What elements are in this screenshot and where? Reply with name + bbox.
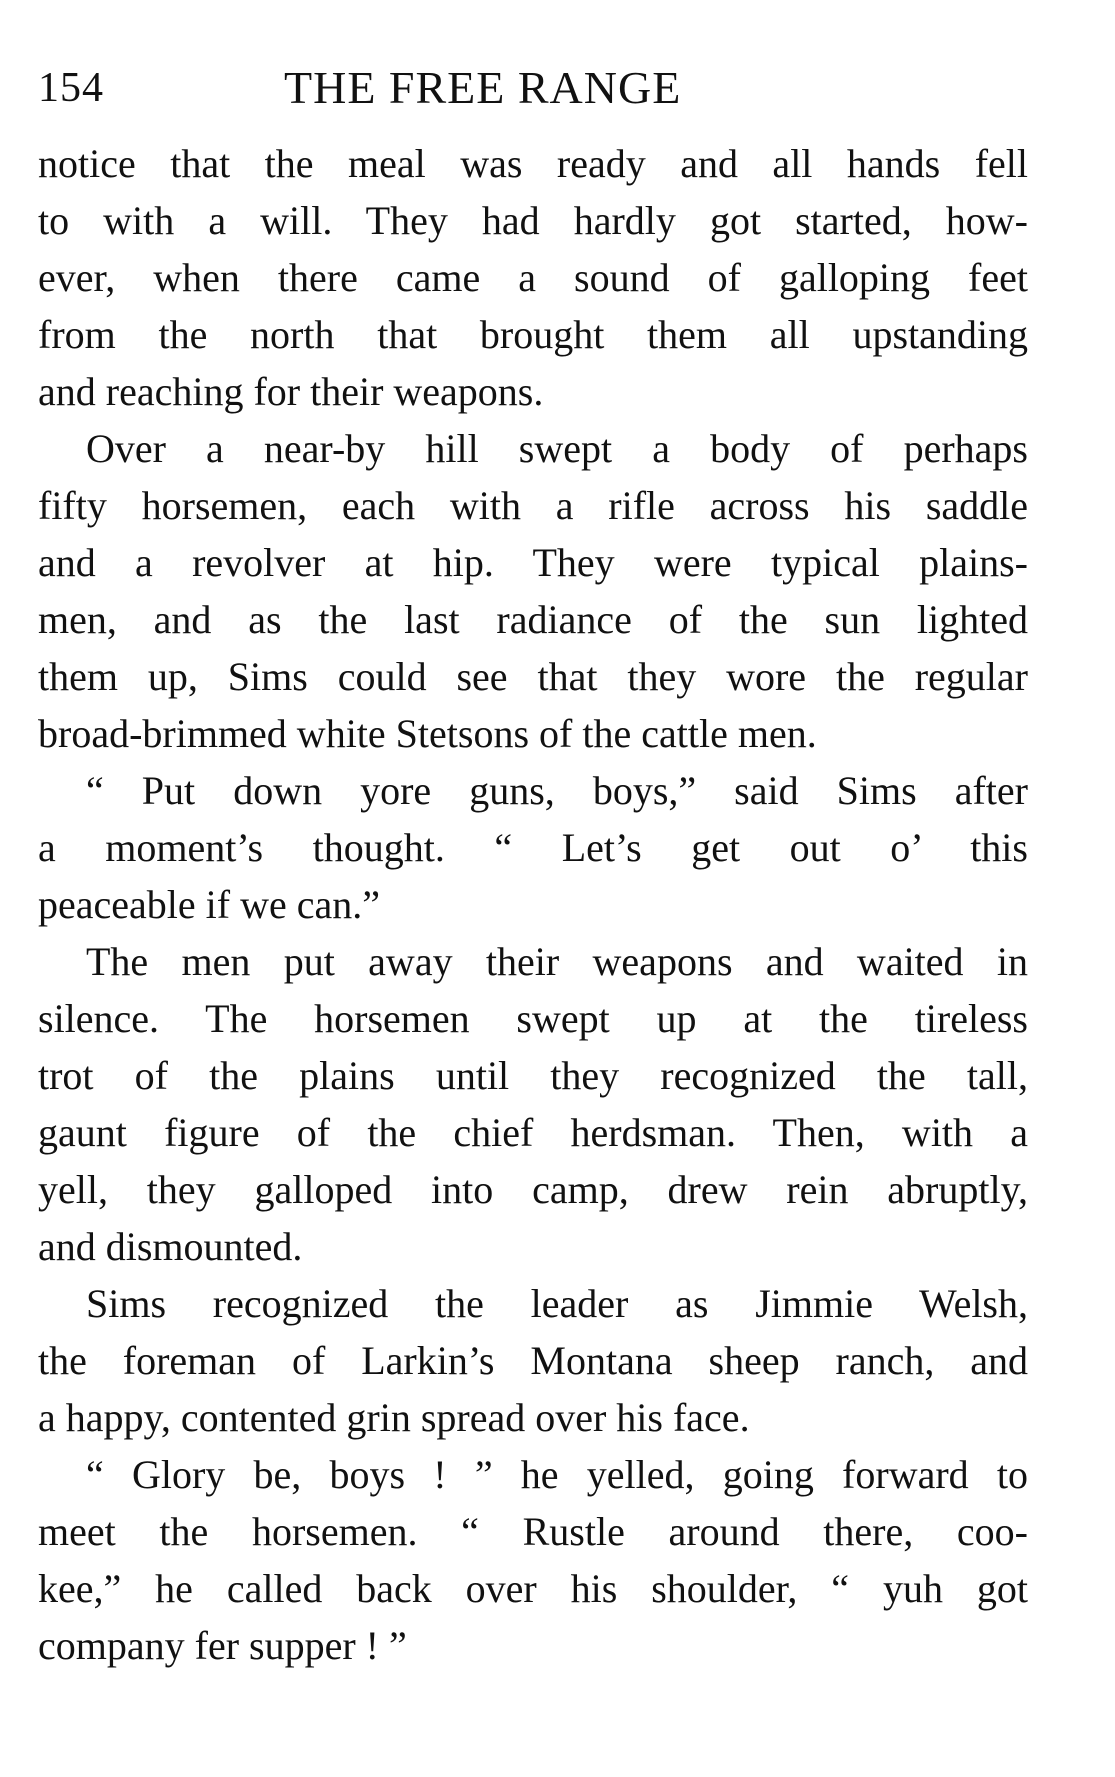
paragraph (38, 135, 1028, 420)
text-line: notice that the meal was ready and all hands fell (38, 141, 1028, 186)
running-head (38, 58, 1028, 118)
text-line: company fer supper ! ” (38, 1623, 407, 1668)
text-line: gaunt figure of the chief herdsman. Then, with a (38, 1110, 1028, 1155)
paragraph (38, 933, 1028, 1275)
body-text (38, 135, 1028, 1674)
text-line: yell, they galloped into camp, drew rein abruptly, (38, 1167, 1028, 1212)
paragraph (38, 1275, 1028, 1446)
text-line: from the north that brought them all upstanding (38, 312, 1028, 357)
text-line: Over a near-by hill swept a body of perhaps (86, 426, 1028, 471)
page-number: 154 (38, 65, 104, 111)
text-line: broad-brimmed white Stetsons of the cattle men. (38, 711, 817, 756)
text-line: and reaching for their weapons. (38, 369, 544, 414)
text-line: The men put away their weapons and waited in (86, 939, 1028, 984)
text-line: peaceable if we can.” (38, 882, 380, 927)
running-title: THE FREE RANGE (284, 62, 682, 113)
paragraph (38, 1446, 1028, 1674)
text-line: “ Glory be, boys ! ” he yelled, going forward to (86, 1452, 1028, 1497)
text-line: the foreman of Larkin’s Montana sheep ranch, and (38, 1338, 1028, 1383)
paragraph (38, 420, 1028, 762)
paragraph (38, 762, 1028, 933)
text-line: trot of the plains until they recognized the tall, (38, 1053, 1028, 1098)
text-line: fifty horsemen, each with a rifle across his saddle (38, 483, 1028, 528)
text-line: and a revolver at hip. They were typical plains- (38, 540, 1028, 585)
text-line: them up, Sims could see that they wore the regular (38, 654, 1028, 699)
text-line: Sims recognized the leader as Jimmie Welsh, (86, 1281, 1028, 1326)
text-line: kee,” he called back over his shoulder, “ yuh got (38, 1566, 1028, 1611)
text-line: a moment’s thought. “ Let’s get out o’ this (38, 825, 1028, 870)
text-line: a happy, contented grin spread over his face. (38, 1395, 750, 1440)
text-line: meet the horsemen. “ Rustle around there, coo- (38, 1509, 1028, 1554)
text-line: men, and as the last radiance of the sun lighted (38, 597, 1028, 642)
text-line: and dismounted. (38, 1224, 303, 1269)
text-line: ever, when there came a sound of galloping feet (38, 255, 1028, 300)
text-line: to with a will. They had hardly got started, how- (38, 198, 1028, 243)
text-line: “ Put down yore guns, boys,” said Sims after (86, 768, 1028, 813)
text-line: silence. The horsemen swept up at the tireless (38, 996, 1028, 1041)
